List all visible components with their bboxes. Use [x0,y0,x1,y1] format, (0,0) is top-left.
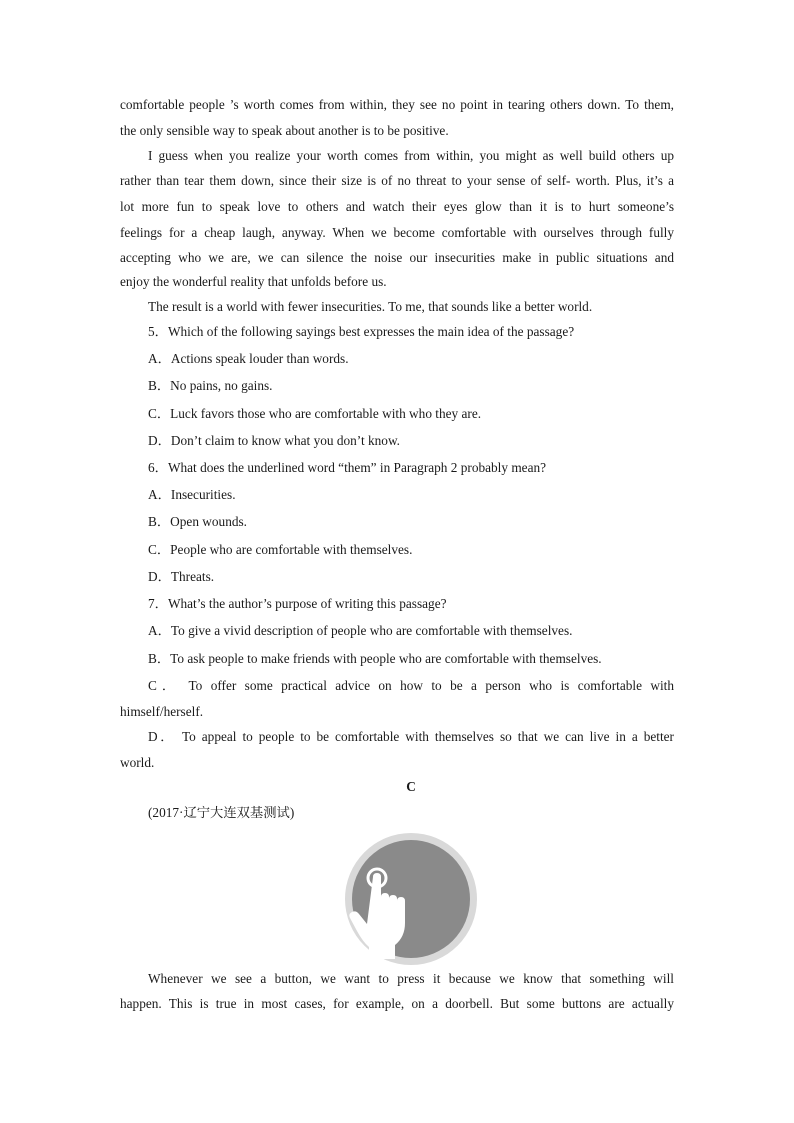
question-6-option-b: B．Open wounds. [148,514,247,529]
passage-line: I guess when you realize your worth comes from within, you might as well build others up [148,148,674,163]
passage-c-line: Whenever we see a button, we want to press it because we know that something will [148,971,674,986]
question-6-option-d: D．Threats. [148,569,215,584]
passage-line: the only sensible way to speak about another is to be positive. [120,123,449,138]
section-heading: C [406,779,416,794]
question-7-option-d-cont: world. [120,755,155,770]
question-5-option-c: C．Luck favors those who are comfortable with who they are. [148,406,482,421]
question-5-option-b: B．No pains, no gains. [148,378,273,393]
passage-line: The result is a world with fewer insecurities. To me, that sounds like a better world. [148,299,593,314]
passage-line: lot more fun to speak love to others and watch their eyes glow than it is to hurt someone’s [120,199,674,214]
passage-line: feelings for a cheap laugh, anyway. When we become comfortable with ourselves through fully [120,225,674,240]
passage-c-line: happen. This is true in most cases, for example, on a doorbell. But some buttons are actually [120,996,674,1011]
question-7-option-c-cont: himself/herself. [120,704,204,719]
passage-line: enjoy the wonderful reality that unfolds before us. [120,274,387,289]
question-5-stem: 5．Which of the following sayings best expresses the main idea of the passage? [148,324,575,339]
question-7-option-b: B．To ask people to make friends with people who are comfortable with themselves. [148,651,602,666]
question-6-stem: 6．What does the underlined word “them” in Paragraph 2 probably mean? [148,460,547,475]
pointing-hand-button-icon [344,832,478,966]
passage-line: comfortable people ’s worth comes from within, they see no point in tearing others down. To them, [120,97,674,112]
question-5-option-d: D．Don’t claim to know what you don’t know. [148,433,401,448]
question-7-option-c: C． To offer some practical advice on how to be a person who is comfortable with [148,678,674,693]
passage-line: rather than tear them down, since their size is of no threat to your sense of self- worth. Plus, it’s a [120,173,674,188]
question-7-option-a: A．To give a vivid description of people who are comfortable with themselves. [148,623,573,638]
section-source: (2017·辽宁大连双基测试) [148,805,295,820]
question-6-option-a: A．Insecurities. [148,487,236,502]
question-6-option-c: C．People who are comfortable with themselves. [148,542,413,557]
question-5-option-a: A．Actions speak louder than words. [148,351,349,366]
question-7-stem: 7．What’s the author’s purpose of writing this passage? [148,596,447,611]
passage-line: accepting who we are, we can silence the noise our insecurities make in public situations and [120,250,674,265]
question-7-option-d: D． To appeal to people to be comfortable with themselves so that we can live in a better [148,729,674,744]
